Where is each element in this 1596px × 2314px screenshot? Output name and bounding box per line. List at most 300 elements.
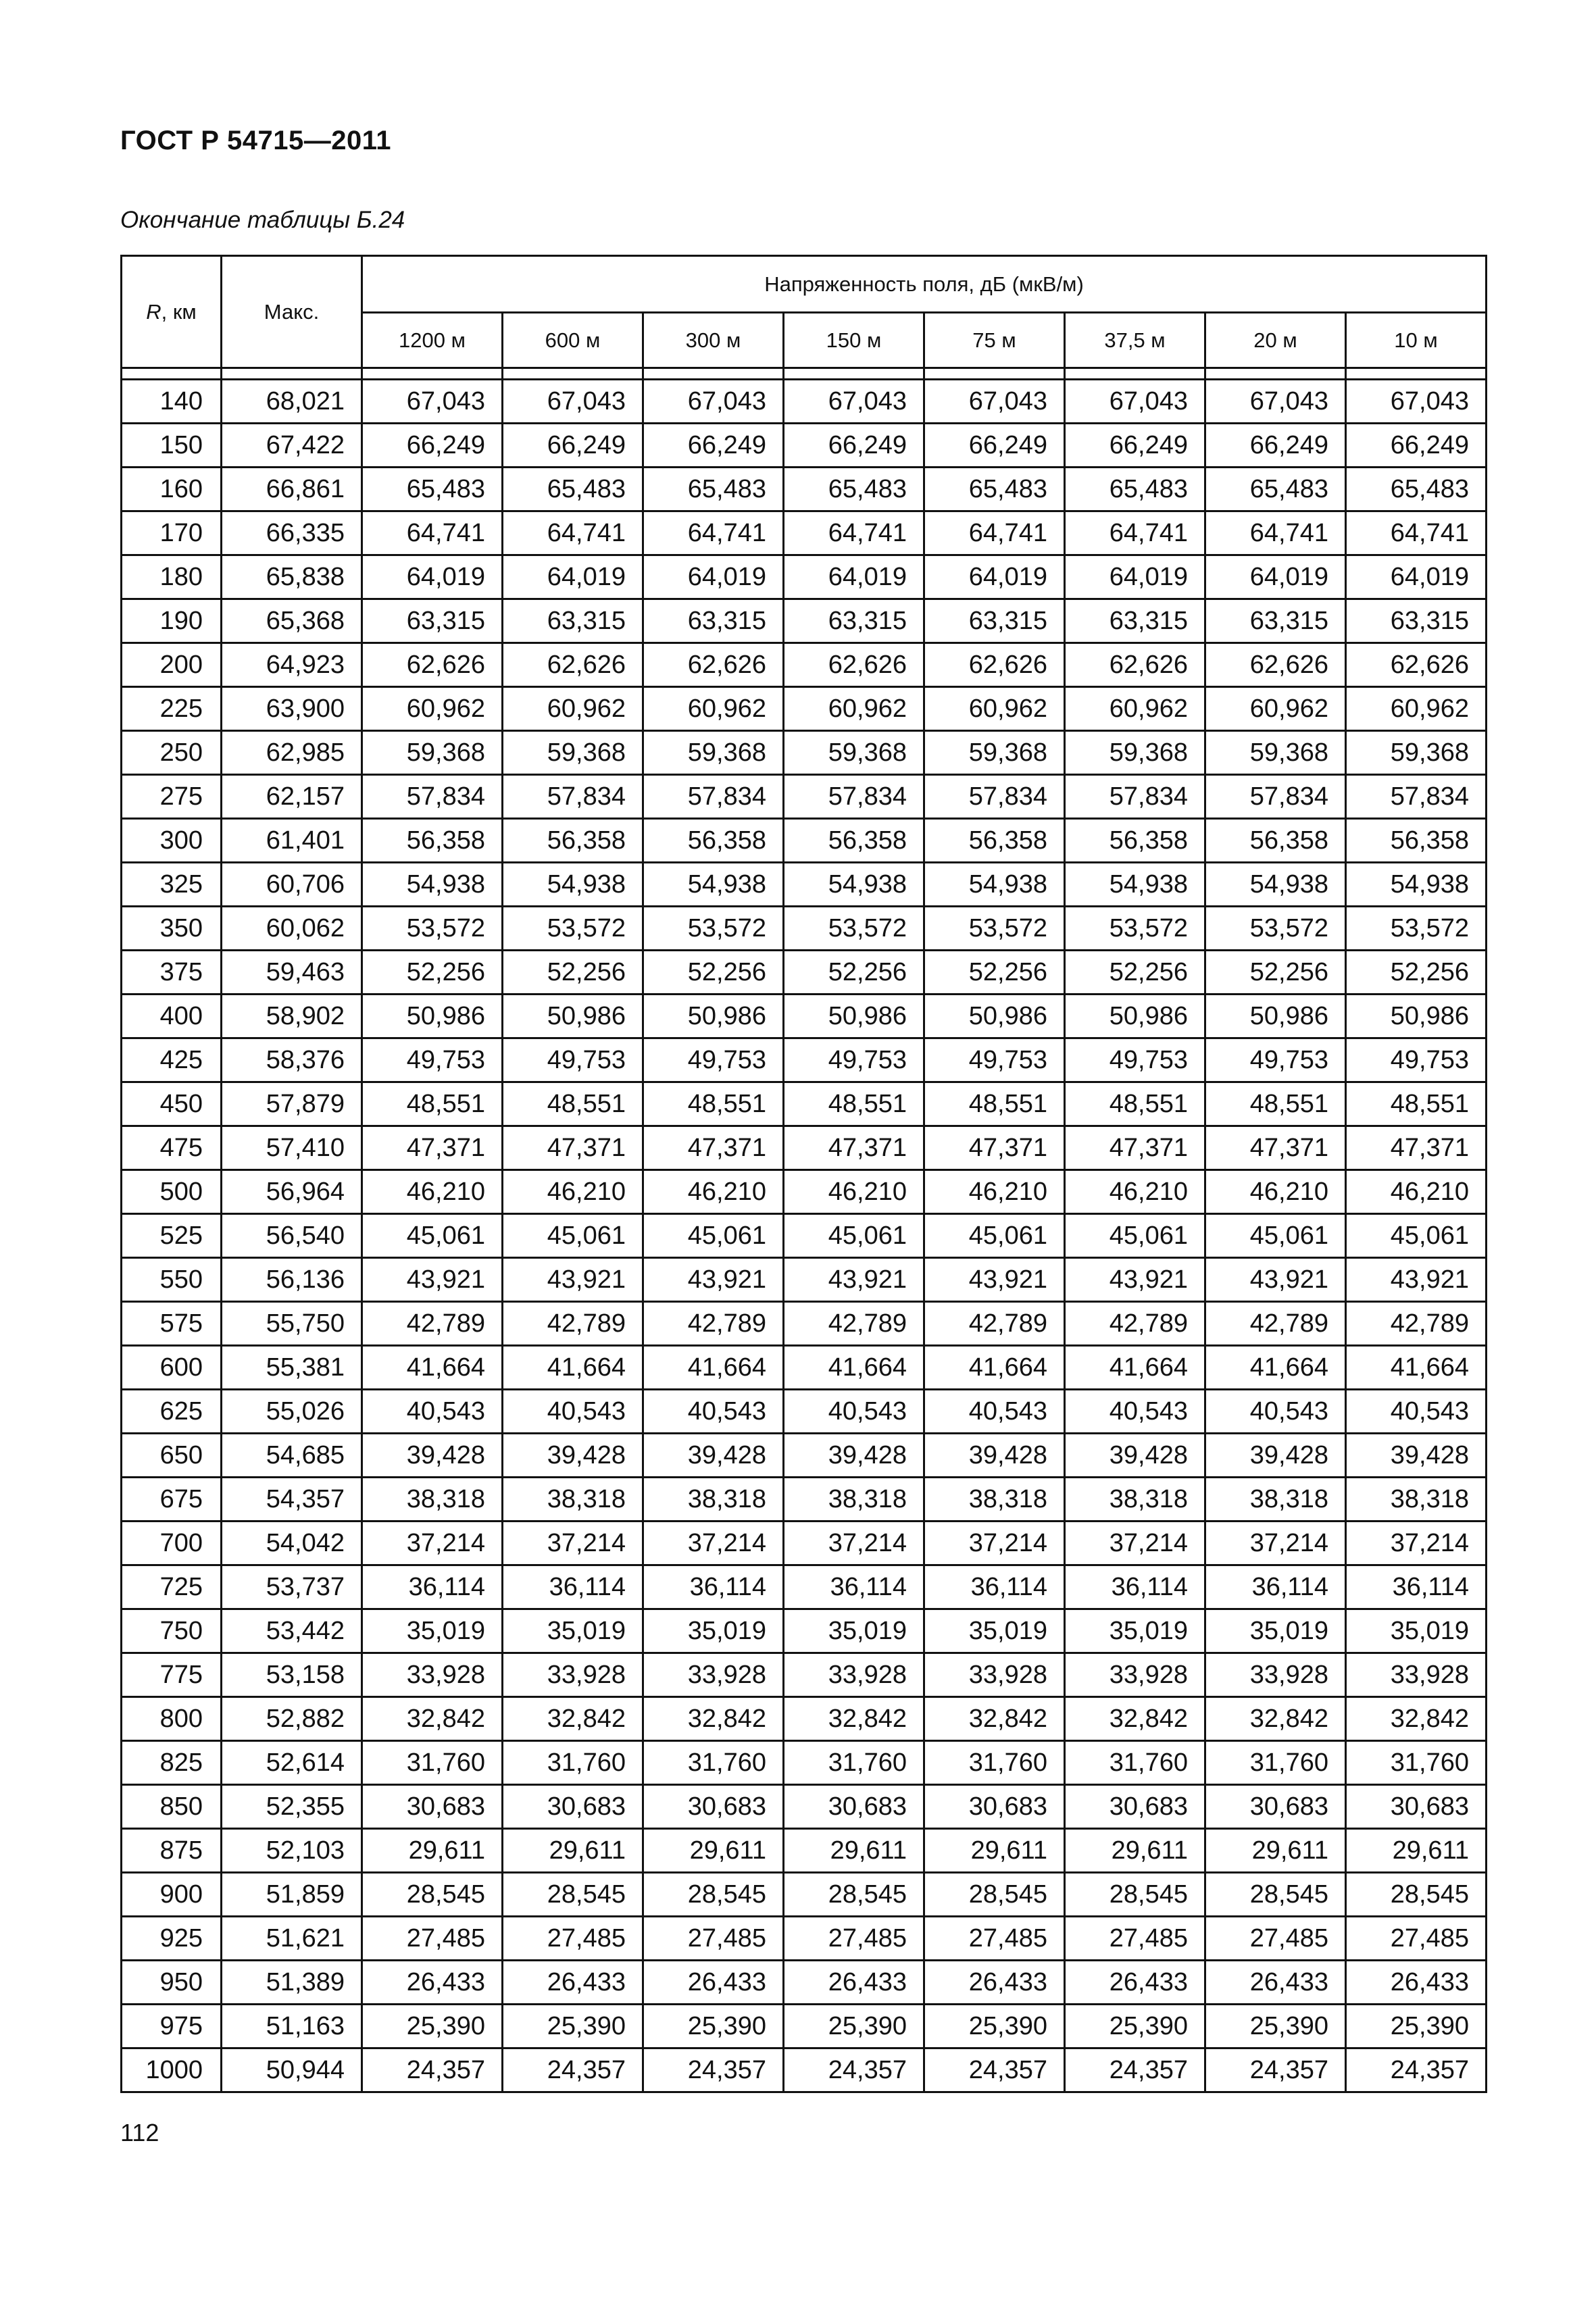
- table-row: [122, 1917, 1487, 1961]
- table-row: [122, 819, 1487, 863]
- table-row: [122, 1302, 1487, 1346]
- cell-value: 35,019: [924, 1609, 1065, 1653]
- cell-value: 46,210: [503, 1170, 643, 1214]
- cell-value: 27,485: [503, 1917, 643, 1961]
- cell-value: 52,256: [1205, 951, 1346, 995]
- cell-value: 48,551: [1346, 1082, 1487, 1126]
- cell-value: 50,986: [1065, 995, 1205, 1038]
- cell-value: 28,545: [503, 1873, 643, 1917]
- cell-value: 59,368: [362, 731, 503, 775]
- cell-value: 25,390: [1346, 2005, 1487, 2048]
- cell-value: 37,214: [1346, 1521, 1487, 1565]
- cell-value: 37,214: [1205, 1521, 1346, 1565]
- cell-value: 35,019: [784, 1609, 924, 1653]
- cell-value: 57,834: [1065, 775, 1205, 819]
- cell-distance: 350: [122, 907, 222, 951]
- cell-value: 36,114: [1346, 1565, 1487, 1609]
- cell-value: 41,664: [1205, 1346, 1346, 1390]
- cell-value: 63,315: [924, 599, 1065, 643]
- cell-value: 64,741: [503, 511, 643, 555]
- cell-value: 49,753: [784, 1038, 924, 1082]
- cell-distance: 600: [122, 1346, 222, 1390]
- cell-value: 27,485: [1346, 1917, 1487, 1961]
- cell-value: 32,842: [643, 1697, 784, 1741]
- table-row: [122, 468, 1487, 511]
- cell-value: 53,572: [643, 907, 784, 951]
- table-row: [122, 643, 1487, 687]
- cell-value: 56,358: [1205, 819, 1346, 863]
- cell-value: 63,315: [784, 599, 924, 643]
- cell-value: 30,683: [1205, 1785, 1346, 1829]
- cell-value: 36,114: [924, 1565, 1065, 1609]
- cell-value: 57,834: [924, 775, 1065, 819]
- cell-distance: 400: [122, 995, 222, 1038]
- cell-value: 33,928: [1205, 1653, 1346, 1697]
- cell-max: 60,706: [222, 863, 362, 907]
- cell-value: 53,572: [924, 907, 1065, 951]
- cell-value: 25,390: [1065, 2005, 1205, 2048]
- cell-value: 52,256: [362, 951, 503, 995]
- cell-value: 33,928: [643, 1653, 784, 1697]
- cell-value: 65,483: [784, 468, 924, 511]
- cell-value: 26,433: [1205, 1961, 1346, 2005]
- cell-max: 54,042: [222, 1521, 362, 1565]
- cell-value: 52,256: [503, 951, 643, 995]
- cell-value: 37,214: [924, 1521, 1065, 1565]
- cell-value: 59,368: [1205, 731, 1346, 775]
- cell-value: 43,921: [1346, 1258, 1487, 1302]
- cell-value: 37,214: [362, 1521, 503, 1565]
- cell-value: 64,741: [784, 511, 924, 555]
- cell-value: 47,371: [503, 1126, 643, 1170]
- cell-value: 59,368: [784, 731, 924, 775]
- cell-value: 63,315: [1205, 599, 1346, 643]
- cell-max: 55,026: [222, 1390, 362, 1434]
- header-subcolumn: 150 м: [784, 313, 924, 368]
- cell-value: 65,483: [924, 468, 1065, 511]
- cell-value: 36,114: [503, 1565, 643, 1609]
- cell-value: 60,962: [362, 687, 503, 731]
- header-field-strength: Напряженность поля, дБ (мкВ/м): [362, 256, 1487, 313]
- cell-value: 32,842: [784, 1697, 924, 1741]
- cell-value: 49,753: [643, 1038, 784, 1082]
- table-row: [122, 731, 1487, 775]
- table-row: [122, 995, 1487, 1038]
- cell-value: 66,249: [643, 424, 784, 468]
- cell-value: 65,483: [643, 468, 784, 511]
- cell-value: 39,428: [503, 1434, 643, 1478]
- cell-value: 32,842: [1065, 1697, 1205, 1741]
- cell-value: 50,986: [924, 995, 1065, 1038]
- cell-distance: 575: [122, 1302, 222, 1346]
- cell-value: 48,551: [784, 1082, 924, 1126]
- cell-value: 43,921: [924, 1258, 1065, 1302]
- cell-value: 50,986: [643, 995, 784, 1038]
- cell-value: 48,551: [643, 1082, 784, 1126]
- cell-max: 55,750: [222, 1302, 362, 1346]
- cell-max: 54,685: [222, 1434, 362, 1478]
- cell-value: 49,753: [362, 1038, 503, 1082]
- cell-value: 53,572: [503, 907, 643, 951]
- cell-value: 41,664: [643, 1346, 784, 1390]
- table-row: [122, 907, 1487, 951]
- table-row: [122, 687, 1487, 731]
- cell-value: 30,683: [924, 1785, 1065, 1829]
- cell-value: 25,390: [643, 2005, 784, 2048]
- table-row: [122, 1434, 1487, 1478]
- cell-distance: 375: [122, 951, 222, 995]
- cell-value: 49,753: [1065, 1038, 1205, 1082]
- document-title: ГОСТ Р 54715—2011: [120, 126, 391, 155]
- table-row: [122, 1082, 1487, 1126]
- cell-value: 24,357: [1346, 2048, 1487, 2092]
- cell-value: 67,043: [1346, 380, 1487, 424]
- cell-value: 54,938: [1205, 863, 1346, 907]
- cell-value: 24,357: [784, 2048, 924, 2092]
- cell-value: 45,061: [362, 1214, 503, 1258]
- cell-value: 32,842: [924, 1697, 1065, 1741]
- table-row: [122, 1609, 1487, 1653]
- cell-value: 31,760: [643, 1741, 784, 1785]
- cell-value: 33,928: [1346, 1653, 1487, 1697]
- cell-max: 51,389: [222, 1961, 362, 2005]
- cell-value: 48,551: [1065, 1082, 1205, 1126]
- table-row: [122, 1565, 1487, 1609]
- cell-max: 62,157: [222, 775, 362, 819]
- header-r-symbol: R: [146, 299, 161, 324]
- table-row: [122, 1038, 1487, 1082]
- cell-value: 64,741: [924, 511, 1065, 555]
- table-row: [122, 1653, 1487, 1697]
- cell-value: 24,357: [1205, 2048, 1346, 2092]
- header-subcolumn: 37,5 м: [1065, 313, 1205, 368]
- cell-value: 37,214: [503, 1521, 643, 1565]
- cell-value: 49,753: [924, 1038, 1065, 1082]
- cell-value: 59,368: [924, 731, 1065, 775]
- cell-max: 54,357: [222, 1478, 362, 1521]
- cell-max: 59,463: [222, 951, 362, 995]
- cell-distance: 550: [122, 1258, 222, 1302]
- cell-value: 40,543: [784, 1390, 924, 1434]
- cell-value: 46,210: [643, 1170, 784, 1214]
- cell-value: 59,368: [1346, 731, 1487, 775]
- cell-value: 54,938: [1065, 863, 1205, 907]
- cell-distance: 975: [122, 2005, 222, 2048]
- cell-value: 32,842: [1205, 1697, 1346, 1741]
- cell-value: 66,249: [1065, 424, 1205, 468]
- cell-max: 53,737: [222, 1565, 362, 1609]
- cell-value: 67,043: [1065, 380, 1205, 424]
- cell-value: 43,921: [1205, 1258, 1346, 1302]
- cell-distance: 875: [122, 1829, 222, 1873]
- cell-value: 56,358: [784, 819, 924, 863]
- cell-value: 57,834: [1205, 775, 1346, 819]
- cell-value: 30,683: [503, 1785, 643, 1829]
- cell-value: 45,061: [643, 1214, 784, 1258]
- cell-max: 52,103: [222, 1829, 362, 1873]
- table-row: [122, 1170, 1487, 1214]
- cell-value: 50,986: [1205, 995, 1346, 1038]
- cell-value: 62,626: [1205, 643, 1346, 687]
- header-r-unit: , км: [161, 299, 197, 324]
- cell-value: 38,318: [1065, 1478, 1205, 1521]
- cell-value: 50,986: [503, 995, 643, 1038]
- cell-value: 29,611: [1346, 1829, 1487, 1873]
- cell-value: 29,611: [1205, 1829, 1346, 1873]
- cell-value: 37,214: [784, 1521, 924, 1565]
- cell-value: 63,315: [503, 599, 643, 643]
- cell-value: 64,741: [362, 511, 503, 555]
- cell-max: 68,021: [222, 380, 362, 424]
- cell-distance: 425: [122, 1038, 222, 1082]
- cell-value: 35,019: [643, 1609, 784, 1653]
- cell-value: 41,664: [924, 1346, 1065, 1390]
- cell-max: 56,136: [222, 1258, 362, 1302]
- cell-value: 47,371: [924, 1126, 1065, 1170]
- cell-value: 63,315: [643, 599, 784, 643]
- cell-value: 63,315: [1065, 599, 1205, 643]
- cell-value: 54,938: [784, 863, 924, 907]
- cell-value: 65,483: [362, 468, 503, 511]
- cell-value: 60,962: [503, 687, 643, 731]
- cell-value: 31,760: [1346, 1741, 1487, 1785]
- cell-distance: 190: [122, 599, 222, 643]
- table-row: [122, 424, 1487, 468]
- cell-value: 41,664: [1065, 1346, 1205, 1390]
- cell-value: 31,760: [784, 1741, 924, 1785]
- cell-max: 60,062: [222, 907, 362, 951]
- cell-value: 62,626: [1346, 643, 1487, 687]
- cell-max: 52,355: [222, 1785, 362, 1829]
- cell-value: 67,043: [1205, 380, 1346, 424]
- cell-value: 66,249: [784, 424, 924, 468]
- table-header: [122, 256, 1487, 380]
- cell-value: 36,114: [643, 1565, 784, 1609]
- cell-distance: 625: [122, 1390, 222, 1434]
- table-row: [122, 2005, 1487, 2048]
- cell-value: 25,390: [503, 2005, 643, 2048]
- cell-value: 39,428: [1346, 1434, 1487, 1478]
- cell-value: 57,834: [643, 775, 784, 819]
- cell-value: 46,210: [784, 1170, 924, 1214]
- cell-max: 67,422: [222, 424, 362, 468]
- cell-value: 38,318: [1205, 1478, 1346, 1521]
- cell-distance: 950: [122, 1961, 222, 2005]
- cell-value: 27,485: [1205, 1917, 1346, 1961]
- cell-value: 35,019: [362, 1609, 503, 1653]
- cell-max: 64,923: [222, 643, 362, 687]
- cell-value: 54,938: [362, 863, 503, 907]
- cell-distance: 925: [122, 1917, 222, 1961]
- cell-value: 32,842: [503, 1697, 643, 1741]
- cell-value: 30,683: [1346, 1785, 1487, 1829]
- cell-value: 53,572: [1205, 907, 1346, 951]
- cell-value: 41,664: [362, 1346, 503, 1390]
- cell-value: 64,741: [1205, 511, 1346, 555]
- cell-value: 49,753: [503, 1038, 643, 1082]
- cell-value: 48,551: [924, 1082, 1065, 1126]
- cell-value: 42,789: [1346, 1302, 1487, 1346]
- cell-value: 27,485: [784, 1917, 924, 1961]
- cell-distance: 140: [122, 380, 222, 424]
- cell-value: 47,371: [362, 1126, 503, 1170]
- cell-value: 45,061: [1065, 1214, 1205, 1258]
- cell-value: 46,210: [1346, 1170, 1487, 1214]
- cell-value: 64,019: [362, 555, 503, 599]
- cell-value: 64,019: [784, 555, 924, 599]
- cell-value: 63,315: [362, 599, 503, 643]
- cell-value: 31,760: [1065, 1741, 1205, 1785]
- cell-value: 60,962: [1205, 687, 1346, 731]
- cell-value: 67,043: [924, 380, 1065, 424]
- cell-value: 29,611: [643, 1829, 784, 1873]
- cell-value: 28,545: [1065, 1873, 1205, 1917]
- cell-value: 39,428: [1065, 1434, 1205, 1478]
- cell-value: 42,789: [362, 1302, 503, 1346]
- cell-value: 36,114: [784, 1565, 924, 1609]
- cell-value: 52,256: [784, 951, 924, 995]
- cell-distance: 650: [122, 1434, 222, 1478]
- header-subcolumn: 1200 м: [362, 313, 503, 368]
- cell-value: 38,318: [1346, 1478, 1487, 1521]
- cell-value: 40,543: [1205, 1390, 1346, 1434]
- header-subcolumn: 20 м: [1205, 313, 1346, 368]
- cell-value: 57,834: [503, 775, 643, 819]
- cell-max: 58,376: [222, 1038, 362, 1082]
- cell-distance: 475: [122, 1126, 222, 1170]
- cell-value: 47,371: [1346, 1126, 1487, 1170]
- cell-value: 26,433: [503, 1961, 643, 2005]
- cell-value: 56,358: [503, 819, 643, 863]
- cell-value: 60,962: [1065, 687, 1205, 731]
- table-row: [122, 555, 1487, 599]
- cell-value: 33,928: [924, 1653, 1065, 1697]
- cell-value: 40,543: [924, 1390, 1065, 1434]
- cell-max: 57,879: [222, 1082, 362, 1126]
- cell-value: 66,249: [924, 424, 1065, 468]
- cell-value: 67,043: [784, 380, 924, 424]
- cell-distance: 225: [122, 687, 222, 731]
- cell-value: 57,834: [1346, 775, 1487, 819]
- table-row: [122, 1521, 1487, 1565]
- cell-value: 35,019: [1205, 1609, 1346, 1653]
- cell-value: 62,626: [643, 643, 784, 687]
- cell-value: 45,061: [1346, 1214, 1487, 1258]
- table-row: [122, 1741, 1487, 1785]
- cell-distance: 750: [122, 1609, 222, 1653]
- cell-max: 56,964: [222, 1170, 362, 1214]
- cell-value: 37,214: [1065, 1521, 1205, 1565]
- cell-value: 52,256: [643, 951, 784, 995]
- cell-max: 53,442: [222, 1609, 362, 1653]
- page-number: 112: [120, 2119, 159, 2146]
- cell-value: 40,543: [643, 1390, 784, 1434]
- cell-value: 56,358: [1065, 819, 1205, 863]
- cell-distance: 1000: [122, 2048, 222, 2092]
- cell-distance: 725: [122, 1565, 222, 1609]
- cell-distance: 300: [122, 819, 222, 863]
- cell-distance: 160: [122, 468, 222, 511]
- cell-value: 29,611: [924, 1829, 1065, 1873]
- cell-value: 52,256: [1346, 951, 1487, 995]
- cell-value: 43,921: [362, 1258, 503, 1302]
- cell-value: 25,390: [1205, 2005, 1346, 2048]
- cell-value: 59,368: [643, 731, 784, 775]
- cell-value: 26,433: [924, 1961, 1065, 2005]
- cell-value: 50,986: [784, 995, 924, 1038]
- cell-value: 29,611: [503, 1829, 643, 1873]
- table-row: [122, 1961, 1487, 2005]
- table-row: [122, 775, 1487, 819]
- cell-max: 55,381: [222, 1346, 362, 1390]
- cell-value: 38,318: [362, 1478, 503, 1521]
- table-row: [122, 2048, 1487, 2092]
- cell-value: 42,789: [1205, 1302, 1346, 1346]
- cell-value: 28,545: [362, 1873, 503, 1917]
- cell-value: 27,485: [1065, 1917, 1205, 1961]
- cell-value: 56,358: [1346, 819, 1487, 863]
- cell-value: 25,390: [784, 2005, 924, 2048]
- cell-value: 49,753: [1346, 1038, 1487, 1082]
- cell-max: 51,621: [222, 1917, 362, 1961]
- cell-value: 64,741: [1065, 511, 1205, 555]
- cell-value: 47,371: [784, 1126, 924, 1170]
- cell-value: 43,921: [503, 1258, 643, 1302]
- cell-value: 46,210: [924, 1170, 1065, 1214]
- cell-value: 45,061: [503, 1214, 643, 1258]
- cell-value: 42,789: [784, 1302, 924, 1346]
- cell-distance: 800: [122, 1697, 222, 1741]
- cell-value: 54,938: [924, 863, 1065, 907]
- cell-value: 30,683: [643, 1785, 784, 1829]
- cell-value: 37,214: [643, 1521, 784, 1565]
- cell-value: 30,683: [362, 1785, 503, 1829]
- cell-value: 66,249: [503, 424, 643, 468]
- cell-value: 59,368: [503, 731, 643, 775]
- cell-max: 61,401: [222, 819, 362, 863]
- cell-value: 66,249: [1346, 424, 1487, 468]
- cell-value: 66,249: [1205, 424, 1346, 468]
- cell-value: 31,760: [924, 1741, 1065, 1785]
- cell-value: 25,390: [362, 2005, 503, 2048]
- cell-value: 66,249: [362, 424, 503, 468]
- cell-value: 33,928: [784, 1653, 924, 1697]
- cell-value: 47,371: [1065, 1126, 1205, 1170]
- cell-value: 26,433: [784, 1961, 924, 2005]
- cell-value: 67,043: [362, 380, 503, 424]
- cell-value: 26,433: [643, 1961, 784, 2005]
- cell-value: 56,358: [643, 819, 784, 863]
- cell-value: 36,114: [362, 1565, 503, 1609]
- field-strength-table: [120, 255, 1487, 2093]
- cell-value: 31,760: [503, 1741, 643, 1785]
- cell-distance: 700: [122, 1521, 222, 1565]
- cell-max: 51,859: [222, 1873, 362, 1917]
- cell-value: 60,962: [643, 687, 784, 731]
- cell-value: 48,551: [1205, 1082, 1346, 1126]
- cell-value: 64,741: [1346, 511, 1487, 555]
- header-r-km: [122, 256, 222, 368]
- cell-value: 59,368: [1065, 731, 1205, 775]
- cell-value: 65,483: [503, 468, 643, 511]
- cell-distance: 170: [122, 511, 222, 555]
- table-body: [122, 380, 1487, 2092]
- cell-value: 56,358: [362, 819, 503, 863]
- cell-value: 62,626: [924, 643, 1065, 687]
- cell-value: 46,210: [1065, 1170, 1205, 1214]
- cell-value: 39,428: [1205, 1434, 1346, 1478]
- table-row: [122, 511, 1487, 555]
